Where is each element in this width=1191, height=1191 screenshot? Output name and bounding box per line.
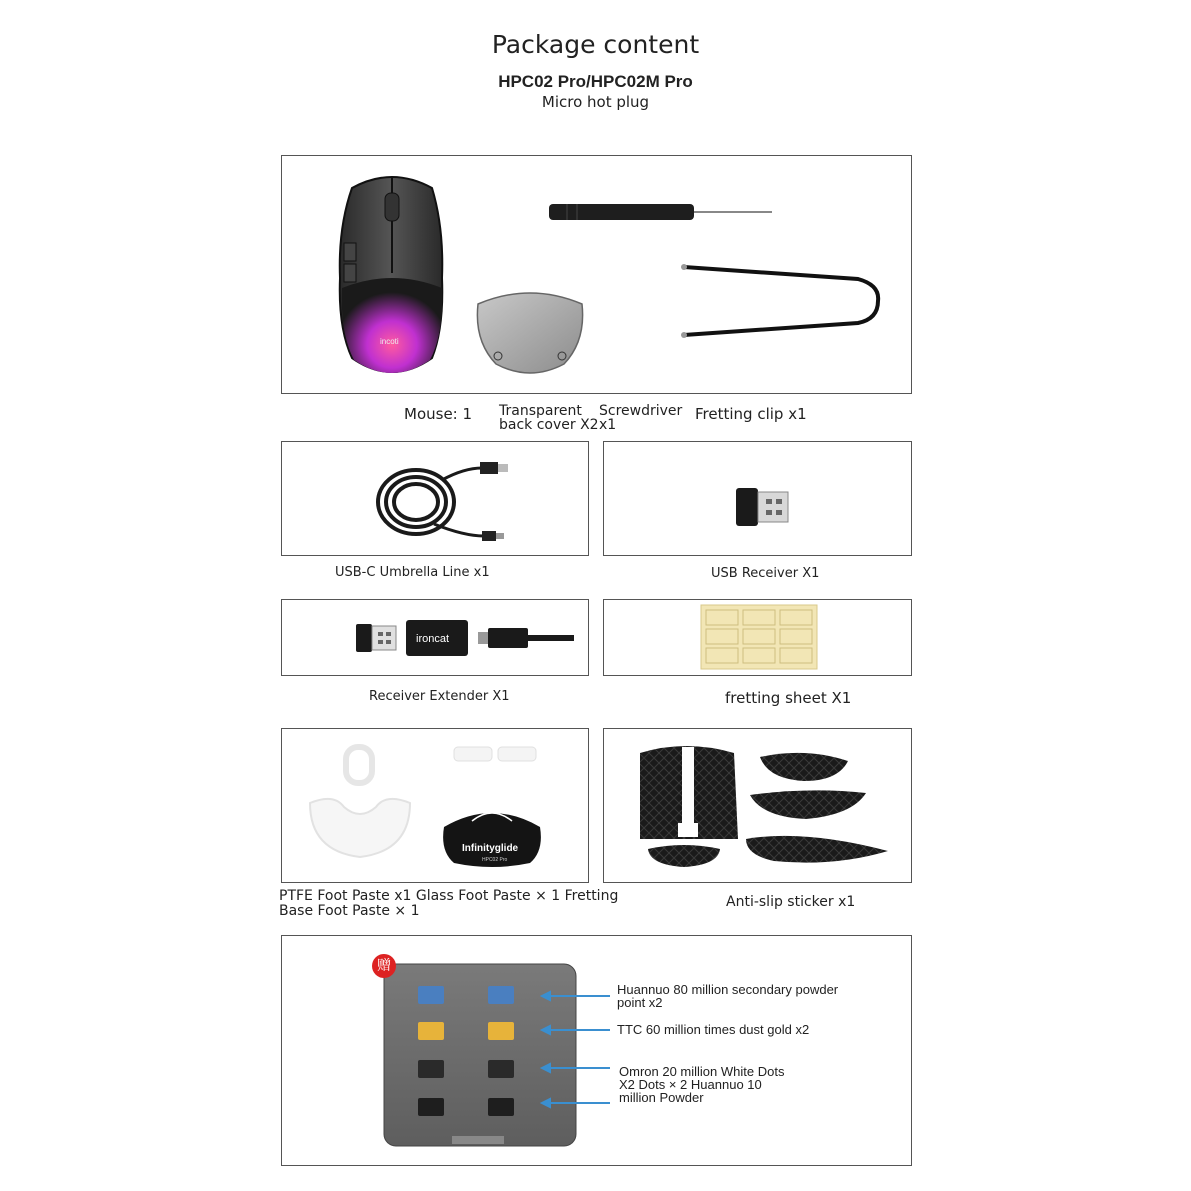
switch-label-3c: million Powder (619, 1090, 704, 1105)
anti-slip-sticker-image (634, 743, 892, 869)
screwdriver-caption-1: Screwdriver (599, 403, 683, 419)
gift-badge-icon: 赠 (372, 954, 396, 978)
feet-caption-2: Base Foot Paste × 1 (279, 903, 420, 919)
page-title: Package content (491, 30, 700, 59)
fretting-sheet-caption: fretting sheet X1 (725, 689, 852, 707)
screwdriver-image (547, 200, 777, 224)
mouse-accessories-panel (281, 155, 912, 394)
grip-caption: Anti-slip sticker x1 (726, 894, 856, 910)
cable-panel (281, 441, 589, 556)
screwdriver-caption-2: x1 (599, 417, 617, 433)
back-cover-caption-2: back cover X2 (499, 417, 599, 433)
fretting-sheet-panel (603, 599, 912, 676)
extender-panel (281, 599, 589, 676)
cable-caption: USB-C Umbrella Line x1 (335, 565, 490, 580)
switch-label-3b: X2 Dots × 2 Huannuo 10 (619, 1077, 762, 1092)
feet-panel (281, 728, 589, 883)
usb-receiver-image (734, 486, 792, 528)
ptfe-feet-image (304, 743, 416, 863)
switch-label-2: TTC 60 million times dust gold x2 (617, 1022, 810, 1037)
extender-brand-text: ironcat (416, 633, 450, 645)
back-cover-image (474, 286, 586, 378)
receiver-caption: USB Receiver X1 (711, 566, 820, 581)
grip-tape-panel (603, 728, 912, 883)
switch-arrows (540, 986, 612, 1116)
switch-label-3a: Omron 20 million White Dots (619, 1064, 785, 1079)
mouse-brand-text: incoti (380, 337, 399, 346)
usb-c-cable-image (374, 454, 514, 546)
switch-label-1b: point x2 (617, 995, 663, 1010)
feet-brand-text: Infinityglide (462, 843, 519, 854)
extender-caption: Receiver Extender X1 (369, 689, 510, 704)
mouse-image (332, 168, 452, 383)
switch-label-1a: Huannuo 80 million secondary powder (617, 982, 839, 997)
receiver-extender-image (354, 618, 576, 658)
variant-name: Micro hot plug (541, 93, 650, 111)
infinityglide-feet-image (440, 805, 544, 869)
feet-brand-sub-text: HPC02 Pro (482, 857, 508, 863)
switch-case-panel (281, 935, 912, 1166)
receiver-panel (603, 441, 912, 556)
mouse-caption: Mouse: 1 (404, 405, 473, 423)
fretting-sheet-image (700, 604, 818, 670)
feet-caption-1: PTFE Foot Paste x1 Glass Foot Paste × 1 Fretting (279, 888, 619, 904)
fretting-clip-caption: Fretting clip x1 (695, 405, 807, 423)
back-cover-caption-1: Transparent (499, 403, 582, 419)
fretting-clip-image (678, 261, 888, 341)
glass-feet-image (452, 743, 540, 767)
model-name: HPC02 Pro/HPC02M Pro (498, 72, 693, 91)
